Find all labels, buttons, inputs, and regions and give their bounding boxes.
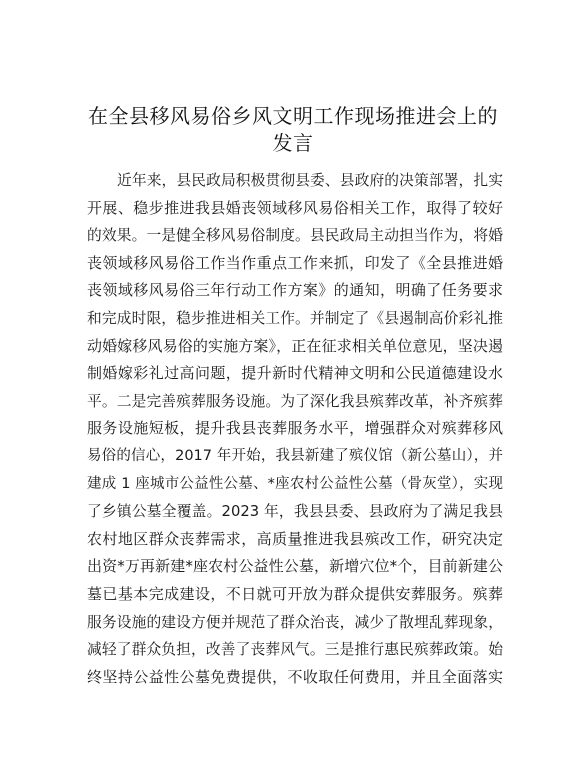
- body-line: 墓已基本完成建设，不日就可开放为群众提供安葬服务。殡葬: [87, 584, 503, 603]
- body-line: 了乡镇公墓全覆盖。2023 年，我县县委、县政府为了满足我县: [87, 503, 503, 521]
- body-line: 和完成时限，稳步推进相关工作。并制定了《县遏制高价彩礼推: [87, 309, 503, 327]
- title-line-1: 在全县移风易俗乡风文明工作现场推进会上的: [88, 104, 498, 128]
- body-line: 制婚嫁彩礼过高问题，提升新时代精神文明和公民道德建设水: [87, 364, 503, 383]
- body-line: 服务设施短板，提升我县丧葬服务水平，增强群众对殡葬移风: [87, 419, 503, 438]
- body-line: 出资*万再新建*座农村公益性公墓，新增穴位*个，目前新建公: [87, 557, 503, 576]
- body-line: 减轻了群众负担，改善了丧葬风气。三是推行惠民殡葬政策。始: [87, 641, 503, 659]
- body-paragraph: [87, 167, 503, 691]
- body-line: 开展、稳步推进我县婚丧领域移风易俗相关工作，取得了较好: [87, 198, 503, 217]
- body-line: 的效果。一是健全移风易俗制度。县民政局主动担当作为，将婚: [87, 227, 503, 245]
- body-line: 农村地区群众丧葬需求，高质量推进我县殡改工作，研究决定: [87, 529, 503, 548]
- body-line: 易俗的信心，2017 年开始，我县新建了殡仪馆（新公墓山），并: [87, 447, 503, 464]
- title-line-2: 发言: [272, 131, 314, 155]
- body-line: 终坚持公益性公墓免费提供，不收取任何费用，并且全面落实: [87, 667, 503, 686]
- body-line: 丧领域移风易俗三年行动工作方案》的通知，明确了任务要求: [87, 281, 503, 300]
- body-line: 近年来，县民政局积极贯彻县委、县政府的决策部署，扎实: [117, 172, 503, 189]
- body-line: 服务设施的建设方便并规范了群众治丧，减少了散埋乱葬现象，: [87, 613, 503, 631]
- body-line: 建成 1 座城市公益性公墓、*座农村公益性公墓（骨灰堂），实现: [87, 475, 503, 492]
- body-line: 动婚嫁移风易俗的实施方案》，正在征求相关单位意见，坚决遏: [87, 336, 503, 355]
- document-title: [80, 103, 506, 157]
- body-line: 平。二是完善殡葬服务设施。为了深化我县殡葬改革，补齐殡葬: [87, 392, 503, 410]
- body-line: 丧领域移风易俗工作当作重点工作来抓，印发了《全县推进婚: [87, 253, 503, 272]
